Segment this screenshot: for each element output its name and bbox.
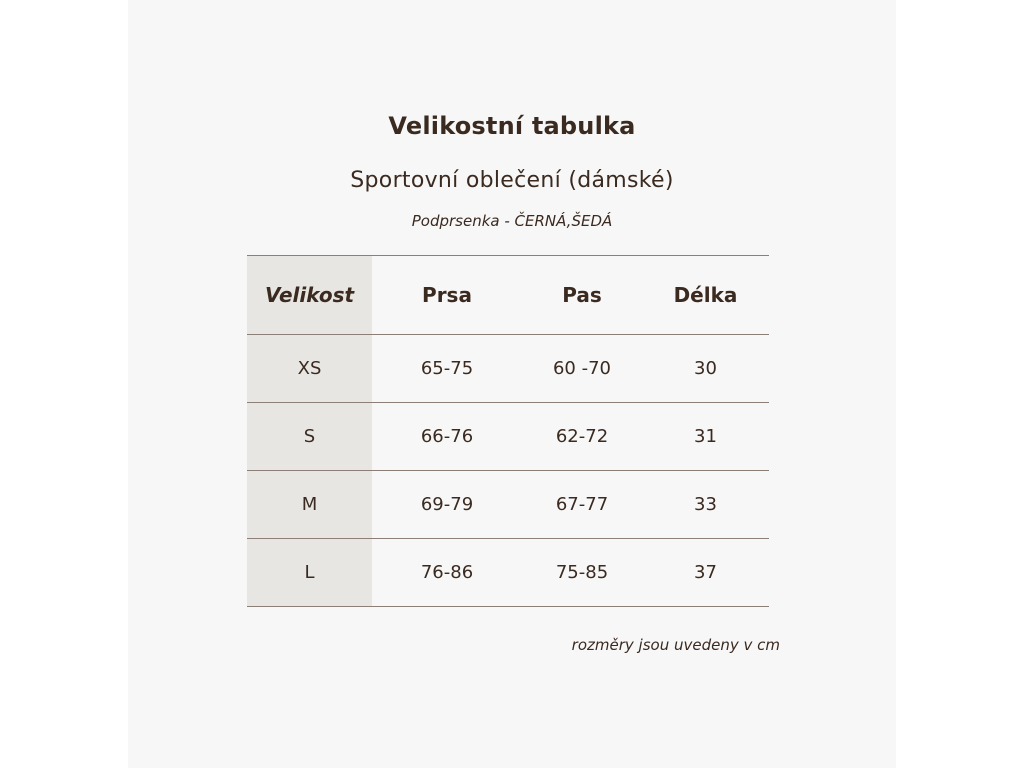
- product-name: Podprsenka - ČERNÁ,ŠEDÁ: [411, 212, 613, 230]
- table-row: [247, 403, 769, 471]
- header-prsa: Prsa: [372, 256, 522, 335]
- cell-pas: 67-77: [522, 471, 642, 539]
- header-velikost: Velikost: [247, 256, 372, 335]
- cell-prsa: 69-79: [372, 471, 522, 539]
- cell-size: S: [247, 403, 372, 471]
- table-header-row: [247, 256, 769, 335]
- cell-delka: 37: [642, 539, 769, 607]
- size-chart-panel: [128, 0, 896, 768]
- table-row: [247, 335, 769, 403]
- cell-pas: 75-85: [522, 539, 642, 607]
- cell-prsa: 65-75: [372, 335, 522, 403]
- cell-prsa: 66-76: [372, 403, 522, 471]
- cell-size: M: [247, 471, 372, 539]
- cell-delka: 30: [642, 335, 769, 403]
- cell-delka: 31: [642, 403, 769, 471]
- header-pas: Pas: [522, 256, 642, 335]
- cell-prsa: 76-86: [372, 539, 522, 607]
- header-delka: Délka: [642, 256, 769, 335]
- cell-delka: 33: [642, 471, 769, 539]
- table-row: [247, 471, 769, 539]
- size-table: [247, 255, 769, 607]
- cell-pas: 62-72: [522, 403, 642, 471]
- table-row: [247, 539, 769, 607]
- cell-pas: 60 -70: [522, 335, 642, 403]
- category-subtitle: Sportovní oblečení (dámské): [350, 168, 674, 193]
- cell-size: L: [247, 539, 372, 607]
- cell-size: XS: [247, 335, 372, 403]
- page-title: Velikostní tabulka: [388, 112, 636, 140]
- units-footnote: rozměry jsou uvedeny v cm: [571, 636, 780, 654]
